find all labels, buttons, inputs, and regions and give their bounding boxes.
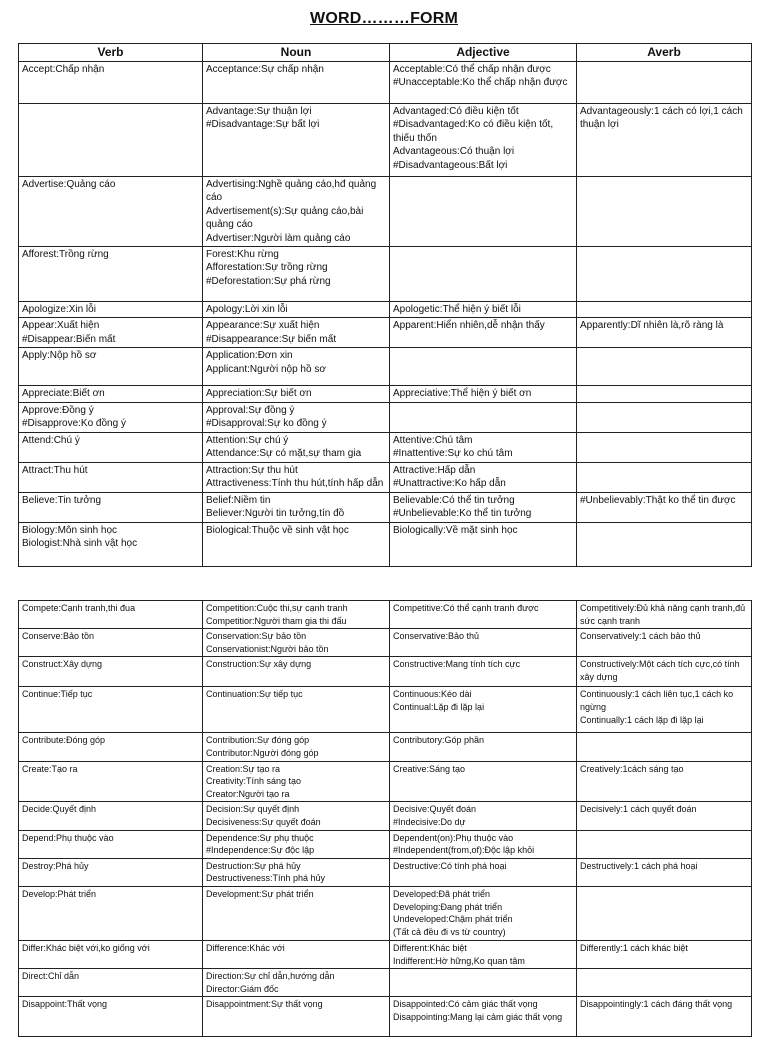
adjective-entry: #Independent(from,of):Độc lập khỏi xyxy=(393,845,535,856)
table-row xyxy=(19,830,752,858)
noun-entry: Attractiveness:Tính thu hút,tính hấp dẫn xyxy=(206,478,384,490)
noun-entry: Advertiser:Người làm quảng cáo xyxy=(206,232,351,244)
adverb-cell xyxy=(577,462,752,492)
table-row xyxy=(19,969,752,997)
verb-entry: Biologist:Nhà sinh vật học xyxy=(22,538,138,550)
adjective-entry: Believable:Có thể tin tưởng xyxy=(393,494,515,506)
adverb-entry: Differently:1 cách khác biệt xyxy=(580,942,688,953)
verb-entry: Direct:Chỉ dẫn xyxy=(22,971,80,982)
noun-entry: Continuation:Sự tiếp tục xyxy=(206,689,303,700)
noun-entry: Disappointment:Sự thất vọng xyxy=(206,999,323,1010)
noun-entry: Appearance:Sự xuất hiện xyxy=(206,320,320,332)
adjective-entry: Contributory:Góp phần xyxy=(393,735,485,746)
verb-cell xyxy=(19,247,203,302)
noun-entry: Attention:Sự chú ý xyxy=(206,434,289,446)
verb-cell xyxy=(19,830,203,858)
verb-entry: Attract:Thu hút xyxy=(22,464,88,476)
adverb-cell xyxy=(577,318,752,348)
adverb-entry: Destructively:1 cách phá hoại xyxy=(580,860,698,871)
adjective-entry: Advantaged:Có điều kiện tốt xyxy=(393,106,519,117)
noun-cell xyxy=(203,302,390,318)
table-row xyxy=(19,348,752,386)
verb-entry: #Disappear:Biến mất xyxy=(22,333,116,345)
adjective-entry: Continuous:Kéo dài xyxy=(393,689,472,700)
verb-cell xyxy=(19,522,203,566)
adjective-cell xyxy=(390,522,577,566)
adverb-cell xyxy=(577,886,752,940)
adjective-entry: Dependent(on):Phụ thuộc vào xyxy=(393,832,514,843)
adverb-cell xyxy=(577,62,752,104)
noun-cell xyxy=(203,997,390,1037)
verb-entry: Create:Tạo ra xyxy=(22,763,78,774)
adjective-cell xyxy=(390,886,577,940)
adjective-cell xyxy=(390,62,577,104)
adjective-entry: Undeveloped:Chậm phát triển xyxy=(393,914,513,925)
adjective-cell xyxy=(390,940,577,968)
verb-cell xyxy=(19,761,203,802)
verb-entry: Apply:Nộp hồ sơ xyxy=(22,350,97,362)
noun-entry: Decision:Sự quyết định xyxy=(206,804,300,815)
adjective-entry: Apologetic:Thể hiện ý biết lỗi xyxy=(393,304,521,316)
adjective-cell xyxy=(390,177,577,247)
adjective-entry: (Tất cả đều đi vs từ country) xyxy=(393,926,506,937)
noun-cell xyxy=(203,177,390,247)
noun-entry: Director:Giám đốc xyxy=(206,983,279,994)
adjective-entry: Competitive:Có thể cạnh tranh được xyxy=(393,603,539,613)
verb-entry: Compete:Cạnh tranh,thi đua xyxy=(22,603,136,613)
adverb-cell xyxy=(577,247,752,302)
noun-entry: Afforestation:Sự trồng rừng xyxy=(206,262,328,274)
adverb-cell xyxy=(577,601,752,629)
adverb-cell xyxy=(577,522,752,566)
adjective-entry: #Disadvantaged:Ko có điều kiện tốt, thiếu thốn xyxy=(393,119,554,144)
table-row xyxy=(19,940,752,968)
table-row xyxy=(19,386,752,402)
adjective-entry: #Indecisive:Do dự xyxy=(393,816,466,827)
adjective-entry: #Unbelievable:Ko thể tin tưởng xyxy=(393,508,532,520)
verb-cell xyxy=(19,402,203,432)
noun-entry: Attendance:Sự có mặt,sự tham gia xyxy=(206,448,362,460)
verb-entry: Destroy:Phá hủy xyxy=(22,860,89,871)
verb-cell xyxy=(19,462,203,492)
noun-entry: Belief:Niềm tin xyxy=(206,494,271,506)
table-row xyxy=(19,492,752,522)
noun-cell xyxy=(203,247,390,302)
adverb-cell xyxy=(577,348,752,386)
adjective-cell xyxy=(390,997,577,1037)
table-row xyxy=(19,657,752,687)
table-row xyxy=(19,247,752,302)
adjective-entry: #Unacceptable:Ko thể chấp nhận được xyxy=(393,77,568,89)
noun-entry: #Disapproval:Sự ko đồng ý xyxy=(206,418,327,430)
noun-cell xyxy=(203,601,390,629)
table-row xyxy=(19,318,752,348)
verb-entry: Biology:Môn sinh học xyxy=(22,524,118,536)
adjective-entry: Conservative:Bảo thủ xyxy=(393,631,480,642)
adjective-cell xyxy=(390,969,577,997)
table-row xyxy=(19,858,752,886)
noun-cell xyxy=(203,629,390,657)
adverb-cell xyxy=(577,104,752,177)
header-noun: Noun xyxy=(203,44,390,62)
noun-entry: Advertising:Nghề quảng cáo,hđ quảng cáo xyxy=(206,179,377,204)
adjective-entry: Creative:Sáng tạo xyxy=(393,763,466,774)
verb-entry: Develop:Phát triển xyxy=(22,888,97,899)
verb-cell xyxy=(19,969,203,997)
noun-entry: Competitior:Người tham gia thi đấu xyxy=(206,615,347,626)
adverb-entry: Creatively:1cách sáng tạo xyxy=(580,763,684,774)
noun-cell xyxy=(203,940,390,968)
adjective-cell xyxy=(390,657,577,687)
table-row xyxy=(19,177,752,247)
adverb-cell xyxy=(577,657,752,687)
verb-cell xyxy=(19,802,203,830)
adjective-entry: Disappointed:Có cảm giác thất vọng xyxy=(393,999,538,1010)
noun-cell xyxy=(203,969,390,997)
adjective-entry: Acceptable:Có thể chấp nhận được xyxy=(393,64,551,75)
table-row xyxy=(19,997,752,1037)
adverb-cell xyxy=(577,858,752,886)
noun-cell xyxy=(203,462,390,492)
verb-entry: Attend:Chú ý xyxy=(22,434,80,446)
adverb-cell xyxy=(577,687,752,733)
noun-cell xyxy=(203,687,390,733)
adverb-cell xyxy=(577,997,752,1037)
noun-cell xyxy=(203,348,390,386)
verb-cell xyxy=(19,733,203,761)
table-row xyxy=(19,733,752,761)
noun-entry: Application:Đơn xin xyxy=(206,350,293,362)
word-form-table-1 xyxy=(18,43,752,567)
adverb-cell xyxy=(577,969,752,997)
adjective-cell xyxy=(390,830,577,858)
adjective-cell xyxy=(390,386,577,402)
verb-cell xyxy=(19,386,203,402)
noun-entry: Decisiveness:Sự quyết đoán xyxy=(206,816,321,827)
verb-entry: Accept:Chấp nhận xyxy=(22,64,105,75)
verb-entry: Appear:Xuất hiện xyxy=(22,320,100,332)
adjective-entry: Biologically:Về mặt sinh học xyxy=(393,524,518,536)
adverb-entry: Continuously:1 cách liên tục,1 cách ko ngừng xyxy=(580,689,734,712)
table-row xyxy=(19,104,752,177)
verb-cell xyxy=(19,302,203,318)
verb-entry: Depend:Phụ thuộc vào xyxy=(22,832,114,843)
noun-entry: Conservationist:Người bảo tồn xyxy=(206,643,329,654)
adverb-cell xyxy=(577,302,752,318)
table-row xyxy=(19,601,752,629)
noun-cell xyxy=(203,802,390,830)
verb-cell xyxy=(19,940,203,968)
adjective-entry: Apparent:Hiển nhiên,dễ nhận thấy xyxy=(393,320,545,332)
header-verb: Verb xyxy=(19,44,203,62)
adjective-cell xyxy=(390,761,577,802)
noun-cell xyxy=(203,761,390,802)
adjective-entry: Developing:Đang phát triển xyxy=(393,901,503,912)
adjective-cell xyxy=(390,733,577,761)
adjective-entry: Attractive:Hấp dẫn xyxy=(393,464,476,476)
adjective-entry: Attentive:Chú tâm xyxy=(393,434,473,446)
adverb-cell xyxy=(577,492,752,522)
verb-cell xyxy=(19,177,203,247)
noun-cell xyxy=(203,432,390,462)
table-row xyxy=(19,432,752,462)
noun-cell xyxy=(203,830,390,858)
noun-cell xyxy=(203,402,390,432)
adjective-entry: Disappointing:Mang lại cảm giác thất vọng xyxy=(393,1011,563,1022)
verb-cell xyxy=(19,492,203,522)
adjective-cell xyxy=(390,318,577,348)
table-row xyxy=(19,462,752,492)
verb-entry: Conserve:Bảo tồn xyxy=(22,631,95,642)
noun-entry: Creation:Sự tạo ra xyxy=(206,763,281,774)
noun-entry: #Deforestation:Sự phá rừng xyxy=(206,275,331,287)
table-1-body xyxy=(19,62,752,567)
noun-cell xyxy=(203,62,390,104)
adjective-cell xyxy=(390,462,577,492)
adverb-entry: Disappointingly:1 cách đáng thất vọng xyxy=(580,999,733,1010)
verb-cell xyxy=(19,62,203,104)
verb-cell xyxy=(19,104,203,177)
table-row xyxy=(19,522,752,566)
table-row xyxy=(19,402,752,432)
verb-cell xyxy=(19,687,203,733)
adverb-cell xyxy=(577,761,752,802)
noun-cell xyxy=(203,522,390,566)
noun-entry: Competition:Cuộc thi,sự cạnh tranh xyxy=(206,603,348,613)
noun-entry: Appreciation:Sự biết ơn xyxy=(206,388,312,400)
adjective-cell xyxy=(390,432,577,462)
adjective-entry: Different:Khác biệt xyxy=(393,942,467,953)
noun-entry: Attraction:Sự thu hút xyxy=(206,464,298,476)
noun-entry: Contributor:Người đóng góp xyxy=(206,747,319,758)
adjective-cell xyxy=(390,104,577,177)
adverb-cell xyxy=(577,940,752,968)
noun-entry: Creator:Người tạo ra xyxy=(206,788,290,799)
noun-entry: #Disappearance:Sự biến mất xyxy=(206,333,337,345)
noun-entry: Destructiveness:Tính phá hủy xyxy=(206,873,326,884)
verb-entry: Contribute:Đóng góp xyxy=(22,735,106,746)
adjective-entry: #Disadvantageous:Bất lợi xyxy=(393,159,508,171)
noun-entry: Development:Sự phát triển xyxy=(206,888,314,899)
noun-entry: Construction:Sự xây dựng xyxy=(206,659,312,670)
noun-cell xyxy=(203,386,390,402)
table-row xyxy=(19,629,752,657)
adverb-entry: #Unbelievably:Thật ko thể tin được xyxy=(580,494,736,506)
adjective-cell xyxy=(390,802,577,830)
verb-cell xyxy=(19,432,203,462)
adverb-cell xyxy=(577,802,752,830)
noun-cell xyxy=(203,104,390,177)
verb-entry: Approve:Đồng ý xyxy=(22,404,94,416)
table-row xyxy=(19,302,752,318)
header-adverb: Averb xyxy=(577,44,752,62)
adjective-cell xyxy=(390,247,577,302)
table-2-body xyxy=(19,601,752,1037)
table-row xyxy=(19,687,752,733)
noun-entry: Contribution:Sự đóng góp xyxy=(206,735,310,746)
page-title: WORD………FORM xyxy=(310,10,458,27)
adjective-cell xyxy=(390,858,577,886)
noun-entry: Acceptance:Sự chấp nhận xyxy=(206,64,324,75)
noun-entry: Advantage:Sự thuận lợi xyxy=(206,106,312,117)
adverb-cell xyxy=(577,432,752,462)
noun-entry: Forest:Khu rừng xyxy=(206,249,279,261)
noun-entry: Advertisement(s):Sự quảng cáo,bài quảng cáo xyxy=(206,205,364,231)
noun-entry: Destruction:Sự phá hủy xyxy=(206,860,301,871)
adjective-entry: Destructive:Có tính phá hoại xyxy=(393,860,507,871)
verb-entry: Afforest:Trồng rừng xyxy=(22,249,109,261)
noun-cell xyxy=(203,858,390,886)
noun-cell xyxy=(203,733,390,761)
table-row xyxy=(19,802,752,830)
adverb-entry: Constructively:Một cách tích cực,có tính xây dựng xyxy=(580,659,740,682)
adjective-entry: Developed:Đã phát triển xyxy=(393,888,491,899)
table-row xyxy=(19,62,752,104)
verb-cell xyxy=(19,348,203,386)
verb-entry: Construct:Xây dựng xyxy=(22,659,103,670)
adjective-entry: Constructive:Mang tính tích cực xyxy=(393,659,521,670)
adjective-cell xyxy=(390,492,577,522)
verb-cell xyxy=(19,997,203,1037)
noun-cell xyxy=(203,886,390,940)
adjective-cell xyxy=(390,629,577,657)
noun-entry: #Independence:Sự độc lập xyxy=(206,845,315,856)
adverb-entry: Apparently:Dĩ nhiên là,rõ ràng là xyxy=(580,320,724,332)
adjective-entry: Appreciative:Thể hiện ý biết ơn xyxy=(393,388,532,400)
verb-entry: Differ:Khác biệt với,ko giống với xyxy=(22,942,150,953)
noun-entry: Direction:Sự chỉ dẫn,hướng dẫn xyxy=(206,971,335,982)
adjective-cell xyxy=(390,402,577,432)
verb-entry: Disappoint:Thất vọng xyxy=(22,999,108,1010)
adjective-entry: #Unattractive:Ko hấp dẫn xyxy=(393,478,506,490)
verb-entry: Continue:Tiếp tục xyxy=(22,689,93,700)
adverb-cell xyxy=(577,386,752,402)
adjective-entry: Decisive:Quyết đoán xyxy=(393,804,477,815)
verb-entry: Advertise:Quảng cáo xyxy=(22,179,116,190)
word-form-table-2 xyxy=(18,600,752,1037)
noun-entry: Conservation:Sự bảo tồn xyxy=(206,631,307,642)
noun-entry: Creativity:Tính sáng tạo xyxy=(206,776,302,787)
noun-entry: Apology:Lời xin lỗi xyxy=(206,304,288,316)
verb-entry: Decide:Quyết định xyxy=(22,804,97,815)
noun-entry: Biological:Thuộc về sinh vật học xyxy=(206,524,349,536)
adjective-entry: Indifferent:Hờ hững,Ko quan tâm xyxy=(393,955,525,966)
noun-entry: Difference:Khác với xyxy=(206,942,285,953)
table-row xyxy=(19,886,752,940)
verb-cell xyxy=(19,657,203,687)
adverb-entry: Conservatively:1 cách bảo thủ xyxy=(580,631,701,642)
noun-cell xyxy=(203,318,390,348)
noun-entry: Dependence:Sự phụ thuộc xyxy=(206,832,314,843)
adverb-entry: Advantageously:1 cách có lợi,1 cách thuận lợi xyxy=(580,106,743,131)
adjective-entry: #Inattentive:Sự ko chú tâm xyxy=(393,448,513,460)
verb-entry: #Disapprove:Ko đồng ý xyxy=(22,418,126,430)
verb-cell xyxy=(19,629,203,657)
verb-cell xyxy=(19,858,203,886)
noun-cell xyxy=(203,657,390,687)
adjective-cell xyxy=(390,601,577,629)
adverb-entry: Decisively:1 cách quyết đoán xyxy=(580,804,697,815)
noun-entry: #Disadvantage:Sự bất lợi xyxy=(206,119,320,131)
verb-entry: Believe:Tin tưởng xyxy=(22,494,102,506)
verb-entry: Apologize:Xin lỗi xyxy=(22,304,96,316)
adverb-entry: Continually:1 cách lặp đi lặp lại xyxy=(580,714,704,725)
header-adjective: Adjective xyxy=(390,44,577,62)
noun-entry: Believer:Người tin tưởng,tín đồ xyxy=(206,508,345,520)
adjective-cell xyxy=(390,687,577,733)
noun-cell xyxy=(203,492,390,522)
adjective-cell xyxy=(390,348,577,386)
verb-entry: Appreciate:Biết ơn xyxy=(22,388,105,400)
verb-cell xyxy=(19,886,203,940)
adverb-cell xyxy=(577,177,752,247)
verb-cell xyxy=(19,318,203,348)
adjective-entry: Continual:Lặp đi lặp lại xyxy=(393,701,485,712)
adjective-entry: Advantageous:Có thuận lợi xyxy=(393,146,515,158)
adverb-cell xyxy=(577,733,752,761)
verb-cell xyxy=(19,601,203,629)
adverb-entry: Competitively:Đủ khả năng cạnh tranh,đủ sức cạnh tranh xyxy=(580,603,746,626)
noun-entry: Approval:Sự đồng ý xyxy=(206,404,295,416)
adjective-cell xyxy=(390,302,577,318)
adverb-cell xyxy=(577,830,752,858)
noun-entry: Applicant:Người nộp hồ sơ xyxy=(206,363,326,375)
adverb-cell xyxy=(577,629,752,657)
adverb-cell xyxy=(577,402,752,432)
table-row xyxy=(19,761,752,802)
